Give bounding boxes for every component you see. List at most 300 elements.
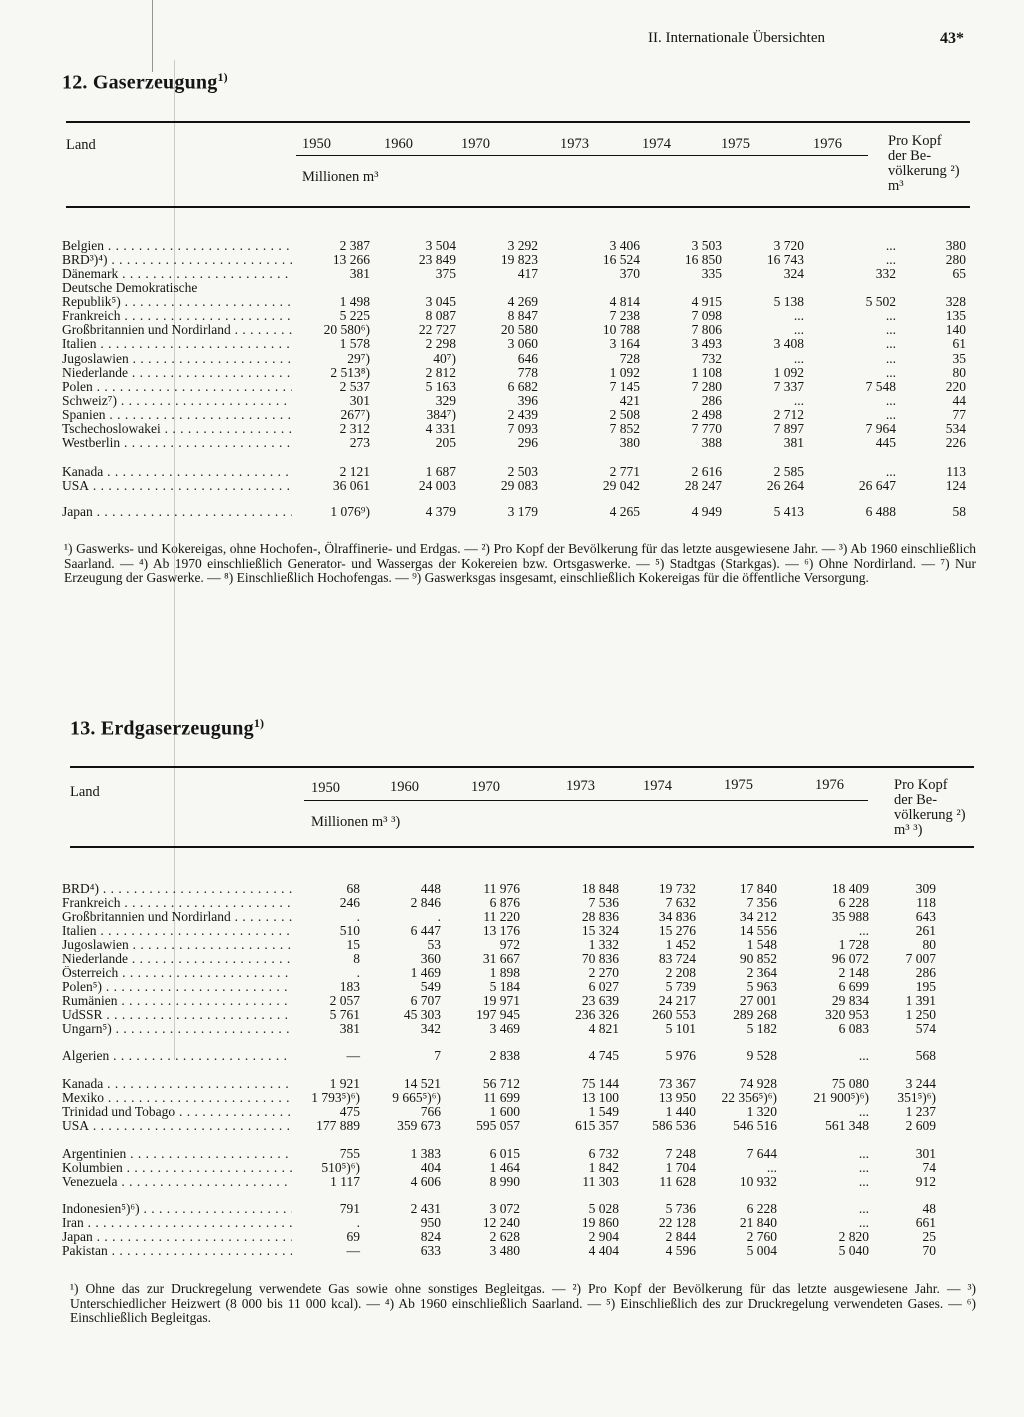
cell-value: ... <box>858 1104 869 1119</box>
cell-value: 8 <box>353 951 360 966</box>
cell-value: 6 027 <box>588 979 619 994</box>
cell-value: 1 549 <box>588 1104 619 1119</box>
table12-percap-2: der Be- <box>888 148 932 164</box>
cell-value: 4 265 <box>609 504 640 519</box>
cell-value: 20 580 <box>500 322 538 337</box>
cell-value: 6 083 <box>838 1021 869 1036</box>
table12-header-rule <box>66 206 970 208</box>
cell-value: . <box>437 909 441 924</box>
cell-value: 1 793⁵)⁶) <box>311 1090 360 1105</box>
cell-value: 643 <box>915 909 936 924</box>
cell-value: 7 238 <box>609 308 640 323</box>
cell-value: 16 524 <box>602 252 640 267</box>
cell-value: 329 <box>435 393 456 408</box>
cell-value: 1 320 <box>746 1104 777 1119</box>
cell-value: 11 976 <box>483 881 520 896</box>
cell-value: 29 083 <box>500 478 538 493</box>
cell-value: 7 248 <box>665 1146 696 1161</box>
cell-value: 1 600 <box>489 1104 520 1119</box>
cell-value: 19 732 <box>658 881 696 896</box>
table-row <box>0 352 1024 366</box>
cell-value: 69 <box>346 1229 360 1244</box>
cell-value: 3 060 <box>507 336 538 351</box>
cell-value: 70 <box>922 1243 936 1258</box>
cell-value: 309 <box>915 881 936 896</box>
cell-value: 972 <box>499 937 520 952</box>
cell-value: 14 556 <box>739 923 777 938</box>
cell-value: 80 <box>952 365 966 380</box>
cell-value: 183 <box>339 979 360 994</box>
table12-year-1974: 1974 <box>642 136 671 152</box>
cell-value: ... <box>858 923 869 938</box>
cell-value: 29⁷) <box>347 351 370 366</box>
cell-value: ... <box>885 365 896 380</box>
table12-top-rule <box>66 121 970 123</box>
table13-title-footnote: 1) <box>253 716 265 730</box>
cell-value: 16 850 <box>684 252 722 267</box>
cell-value: 1 842 <box>588 1160 619 1175</box>
table12-title-footnote: 1) <box>217 70 228 84</box>
cell-value: 574 <box>915 1021 936 1036</box>
row-label: Polen⁵) . . . <box>62 980 292 994</box>
cell-value: 9 665⁵)⁶) <box>392 1090 441 1105</box>
cell-value: 732 <box>701 351 722 366</box>
cell-value: 375 <box>435 266 456 281</box>
cell-value: 1 898 <box>489 965 520 980</box>
cell-value: 113 <box>946 464 966 479</box>
row-label: Frankreich . . . <box>62 309 292 323</box>
cell-value: 2 812 <box>425 365 456 380</box>
cell-value: . <box>356 1215 360 1230</box>
cell-value: 6 682 <box>507 379 538 394</box>
table12-unit: Millionen m³ <box>302 169 379 185</box>
cell-value: 1 921 <box>329 1076 360 1091</box>
cell-value: 19 971 <box>482 993 520 1008</box>
cell-value: 23 849 <box>418 252 456 267</box>
table-row <box>0 337 1024 351</box>
cell-value: 31 667 <box>482 951 520 966</box>
cell-value: 261 <box>915 923 936 938</box>
cell-value: ... <box>858 1146 869 1161</box>
cell-value: 6 228 <box>838 895 869 910</box>
cell-value: 351⁵)⁶) <box>897 1090 936 1105</box>
cell-value: 1 117 <box>330 1174 360 1189</box>
cell-value: 75 144 <box>581 1076 619 1091</box>
cell-value: 1 704 <box>665 1160 696 1175</box>
cell-value: 2 057 <box>329 993 360 1008</box>
cell-value: 236 326 <box>575 1007 619 1022</box>
cell-value: 23 639 <box>581 993 619 1008</box>
table-row <box>0 505 1024 519</box>
table12-percap-4: m³ <box>888 178 904 194</box>
cell-value: 7 770 <box>691 421 722 436</box>
cell-value: 5 004 <box>746 1243 777 1258</box>
cell-value: 417 <box>517 266 538 281</box>
cell-value: 2 364 <box>746 965 777 980</box>
cell-value: 96 072 <box>831 951 869 966</box>
cell-value: 273 <box>349 435 370 450</box>
cell-value: 74 928 <box>739 1076 777 1091</box>
row-label: Großbritannien und Nordirland . . . <box>62 910 292 924</box>
cell-value: ... <box>858 1201 869 1216</box>
cell-value: 48 <box>922 1201 936 1216</box>
table13-year-1950: 1950 <box>311 780 340 796</box>
cell-value: 5 184 <box>489 979 520 994</box>
cell-value: 4 949 <box>691 504 722 519</box>
cell-value: 475 <box>339 1104 360 1119</box>
cell-value: 2 431 <box>410 1201 441 1216</box>
cell-value: 1 076⁹) <box>330 504 370 519</box>
table13-year-1973: 1973 <box>566 778 595 794</box>
cell-value: 140 <box>945 322 966 337</box>
cell-value: 661 <box>915 1215 936 1230</box>
table13-header-rule <box>70 846 974 848</box>
cell-value: 21 900⁵)⁶) <box>813 1090 869 1105</box>
table13-unit: Millionen m³ ³) <box>311 814 401 830</box>
row-label: Jugoslawien . . . <box>62 352 292 366</box>
cell-value: 35 988 <box>831 909 869 924</box>
cell-value: 2 616 <box>691 464 722 479</box>
row-label: Pakistan . . . <box>62 1244 292 1258</box>
table12-year-1976: 1976 <box>813 136 842 152</box>
table13-title-number: 13. <box>70 717 96 740</box>
cell-value: 7 536 <box>588 895 619 910</box>
table13-percap-2: der Be- <box>894 792 938 808</box>
cell-value: 21 840 <box>739 1215 777 1230</box>
cell-value: 5 761 <box>329 1007 360 1022</box>
cell-value: 388 <box>701 435 722 450</box>
table13-top-rule <box>70 766 974 768</box>
running-head: II. Internationale Übersichten <box>648 30 826 46</box>
cell-value: 19 823 <box>500 252 538 267</box>
cell-value: 3 504 <box>425 238 456 253</box>
cell-value: 197 945 <box>476 1007 520 1022</box>
cell-value: 2 838 <box>489 1048 520 1063</box>
cell-value: 56 712 <box>482 1076 520 1091</box>
cell-value: 1 092 <box>773 365 804 380</box>
table12-year-1973: 1973 <box>560 136 589 152</box>
row-label: USA . . . <box>62 1119 292 1133</box>
cell-value: 6 707 <box>410 993 441 1008</box>
cell-value: — <box>346 1048 360 1063</box>
cell-value: 8 087 <box>425 308 456 323</box>
cell-value: 5 413 <box>773 504 804 519</box>
cell-value: ... <box>885 336 896 351</box>
cell-value: 2 820 <box>838 1229 869 1244</box>
cell-value: 5 101 <box>665 1021 696 1036</box>
row-label: Italien . . . <box>62 924 292 938</box>
cell-value: 7 007 <box>905 951 936 966</box>
table-row <box>0 422 1024 436</box>
row-label: Polen . . . <box>62 380 292 394</box>
cell-value: 7 806 <box>691 322 722 337</box>
cell-value: ... <box>885 351 896 366</box>
cell-value: 10 788 <box>602 322 640 337</box>
row-label: Mexiko . . . <box>62 1091 292 1105</box>
cell-value: 77 <box>952 407 966 422</box>
cell-value: 633 <box>420 1243 441 1258</box>
cell-value: 7 093 <box>507 421 538 436</box>
cell-value: 15 276 <box>658 923 696 938</box>
row-label: UdSSR . . . <box>62 1008 292 1022</box>
cell-value: 1 728 <box>838 937 869 952</box>
cell-value: 510⁵)⁶) <box>321 1160 360 1175</box>
row-label: Venezuela . . . <box>62 1175 292 1189</box>
cell-value: 7 098 <box>691 308 722 323</box>
cell-value: 6 228 <box>746 1201 777 1216</box>
cell-value: 778 <box>517 365 538 380</box>
cell-value: 5 736 <box>665 1201 696 1216</box>
cell-value: 2 712 <box>773 407 804 422</box>
cell-value: 1 092 <box>609 365 640 380</box>
cell-value: 11 699 <box>483 1090 520 1105</box>
cell-value: 755 <box>339 1146 360 1161</box>
row-label: Kolumbien . . . <box>62 1161 292 1175</box>
cell-value: 646 <box>517 351 538 366</box>
cell-value: — <box>346 1243 360 1258</box>
table13-percap-1: Pro Kopf <box>894 777 948 793</box>
cell-value: 124 <box>945 478 966 493</box>
cell-value: 546 516 <box>733 1118 777 1133</box>
cell-value: ... <box>885 252 896 267</box>
cell-value: 7 897 <box>773 421 804 436</box>
cell-value: 595 057 <box>476 1118 520 1133</box>
cell-value: 3 179 <box>507 504 538 519</box>
cell-value: 1 108 <box>691 365 722 380</box>
cell-value: 90 852 <box>739 951 777 966</box>
table-row <box>0 380 1024 394</box>
table-row <box>0 253 1024 267</box>
cell-value: 28 247 <box>684 478 722 493</box>
row-label: Japan . . . <box>62 1230 292 1244</box>
cell-value: 549 <box>420 979 441 994</box>
cell-value: 728 <box>619 351 640 366</box>
cell-value: 13 950 <box>658 1090 696 1105</box>
cell-value: 11 303 <box>582 1174 619 1189</box>
cell-value: 615 357 <box>575 1118 619 1133</box>
row-label: Spanien . . . <box>62 408 292 422</box>
cell-value: 19 860 <box>581 1215 619 1230</box>
cell-value: 13 266 <box>332 252 370 267</box>
cell-value: ... <box>858 1160 869 1175</box>
cell-value: ... <box>858 1048 869 1063</box>
cell-value: 380 <box>945 238 966 253</box>
cell-value: 24 003 <box>418 478 456 493</box>
cell-value: 1 687 <box>425 464 456 479</box>
table12-percap-1: Pro Kopf <box>888 133 942 149</box>
table12-title-text: Gaserzeugung <box>92 71 218 94</box>
row-label: Trinidad und Tobago . . . <box>62 1105 292 1119</box>
cell-value: 4 606 <box>410 1174 441 1189</box>
cell-value: 18 848 <box>581 881 619 896</box>
cell-value: 246 <box>339 895 360 910</box>
table-row <box>0 1175 1024 1189</box>
cell-value: 1 250 <box>905 1007 936 1022</box>
table12-year-rule <box>296 155 868 156</box>
table12-title-number: 12. <box>62 71 88 94</box>
cell-value: 195 <box>915 979 936 994</box>
row-label: Algerien . . . <box>62 1049 292 1063</box>
table-row <box>0 1119 1024 1133</box>
cell-value: 2 498 <box>691 407 722 422</box>
cell-value: 2 148 <box>838 965 869 980</box>
cell-value: 7 964 <box>865 421 896 436</box>
cell-value: 301 <box>915 1146 936 1161</box>
table-row <box>0 1244 1024 1258</box>
cell-value: 5 502 <box>865 294 896 309</box>
cell-value: 80 <box>922 937 936 952</box>
cell-value: 68 <box>346 881 360 896</box>
cell-value: 7 <box>434 1048 441 1063</box>
cell-value: 3 480 <box>489 1243 520 1258</box>
scan-artifact <box>152 0 153 72</box>
cell-value: 260 553 <box>652 1007 696 1022</box>
table12-percap-3: völkerung ²) <box>888 163 960 179</box>
cell-value: 177 889 <box>316 1118 360 1133</box>
cell-value: 29 042 <box>602 478 640 493</box>
cell-value: 18 409 <box>831 881 869 896</box>
cell-value: 14 521 <box>403 1076 441 1091</box>
cell-value: 342 <box>420 1021 441 1036</box>
cell-value: 950 <box>420 1215 441 1230</box>
cell-value: 3 503 <box>691 238 722 253</box>
cell-value: 17 840 <box>739 881 777 896</box>
row-label: Jugoslawien . . . <box>62 938 292 952</box>
cell-value: 1 391 <box>905 993 936 1008</box>
row-label: USA . . . <box>62 479 292 493</box>
table13-year-1975: 1975 <box>724 777 753 793</box>
table-row <box>0 267 1024 281</box>
cell-value: 7 644 <box>746 1146 777 1161</box>
cell-value: 4 821 <box>588 1021 619 1036</box>
cell-value: 2 846 <box>410 895 441 910</box>
cell-value: 8 847 <box>507 308 538 323</box>
table12-year-1950: 1950 <box>302 136 331 152</box>
cell-value: 34 836 <box>658 909 696 924</box>
row-label: BRD³)⁴) . . . <box>62 253 292 267</box>
cell-value: 381 <box>783 435 804 450</box>
cell-value: ... <box>885 464 896 479</box>
cell-value: 58 <box>952 504 966 519</box>
cell-value: 74 <box>922 1160 936 1175</box>
cell-value: 7 337 <box>773 379 804 394</box>
cell-value: 6 732 <box>588 1146 619 1161</box>
row-label: Japan . . . <box>62 505 292 519</box>
row-label: Kanada . . . <box>62 465 292 479</box>
table13-footnotes: ¹) Ohne das zur Druckregelung verwendete Gas sowie ohne sonstiges Begleitgas. — ²) Pro Kopf der Bevölkerung für das letzte ausgewiesene Jahr. — ³) Unterschiedlicher Heizwert (8 000 bis 11 000 kcal). — ⁴) Ab 1960 einschließlich Saarland. — ⁵) Einschließlich des zur Druckregelung verwendeten Gases. — ⁶) Einschließlich Begleitgas. <box>70 1281 976 1325</box>
cell-value: 16 743 <box>766 252 804 267</box>
cell-value: 380 <box>619 435 640 450</box>
cell-value: 3 072 <box>489 1201 520 1216</box>
table13-percap-3: völkerung ²) <box>894 807 966 823</box>
cell-value: ... <box>885 407 896 422</box>
table12-year-1960: 1960 <box>384 136 413 152</box>
row-label: Schweiz⁷) . . . <box>62 394 292 408</box>
cell-value: 296 <box>517 435 538 450</box>
table13-year-rule <box>304 800 868 801</box>
cell-value: 534 <box>945 421 966 436</box>
cell-value: 73 367 <box>658 1076 696 1091</box>
cell-value: 5 976 <box>665 1048 696 1063</box>
cell-value: 35 <box>952 351 966 366</box>
row-label: Niederlande . . . <box>62 952 292 966</box>
cell-value: 27 001 <box>739 993 777 1008</box>
cell-value: 335 <box>701 266 722 281</box>
row-label: Großbritannien und Nordirland . . . <box>62 323 292 337</box>
cell-value: 7 145 <box>609 379 640 394</box>
cell-value: 1 237 <box>905 1104 936 1119</box>
cell-value: 384⁷) <box>426 407 456 422</box>
row-label: Republik⁵) . . . <box>62 295 292 309</box>
page-number: 43* <box>940 30 964 47</box>
cell-value: ... <box>858 1174 869 1189</box>
cell-value: 8 990 <box>489 1174 520 1189</box>
cell-value: 4 745 <box>588 1048 619 1063</box>
cell-value: 2 609 <box>905 1118 936 1133</box>
table-row <box>0 479 1024 493</box>
cell-value: 20 580⁶) <box>323 322 370 337</box>
row-label: Iran . . . <box>62 1216 292 1230</box>
cell-value: 22 727 <box>418 322 456 337</box>
cell-value: 9 528 <box>746 1048 777 1063</box>
cell-value: 280 <box>945 252 966 267</box>
cell-value: 289 268 <box>733 1007 777 1022</box>
cell-value: 25 <box>922 1229 936 1244</box>
cell-value: 36 061 <box>332 478 370 493</box>
cell-value: 359 673 <box>397 1118 441 1133</box>
table13-year-1974: 1974 <box>643 778 672 794</box>
cell-value: 1 452 <box>665 937 696 952</box>
table12-footnotes: ¹) Gaswerks- und Kokereigas, ohne Hochofen-, Ölraffinerie- und Erdgas. — ²) Pro Kopf der Bevölkerung für das letzte ausgewiesene Jahr. — ³) Ab 1960 einschließlich Saarland. — ⁴) Ab 1970 einschließlich Generator- und Wassergas der Kokereien bzw. Ortsgaswerke. — ⁵) Stadtgas (Starkgas). — ⁶) Ohne Nordirland. — ⁷) Nur Erzeugung der Gaswerke. — ⁸) Einschließlich Hochofengas. — ⁹) Gaswerksgas insgesamt, einschließlich Kokereigas für die öffentliche Versorgung. <box>64 541 976 585</box>
table13-title-text: Erdgaserzeugung <box>100 717 254 740</box>
cell-value: 7 548 <box>865 379 896 394</box>
table13-year-1960: 1960 <box>390 779 419 795</box>
cell-value: 2 628 <box>489 1229 520 1244</box>
cell-value: 45 303 <box>403 1007 441 1022</box>
cell-value: 3 469 <box>489 1021 520 1036</box>
table13-title <box>70 716 264 741</box>
row-label: Dänemark . . . <box>62 267 292 281</box>
cell-value: 2 844 <box>665 1229 696 1244</box>
cell-value: 40⁷) <box>433 351 456 366</box>
table13-year-1970: 1970 <box>471 779 500 795</box>
cell-value: ... <box>793 393 804 408</box>
cell-value: 4 379 <box>425 504 456 519</box>
cell-value: 4 269 <box>507 294 538 309</box>
row-label: Ungarn⁵) . . . <box>62 1022 292 1036</box>
cell-value: 568 <box>915 1048 936 1063</box>
cell-value: 26 264 <box>766 478 804 493</box>
cell-value: 10 932 <box>739 1174 777 1189</box>
table12-year-1975: 1975 <box>721 136 750 152</box>
cell-value: 824 <box>420 1229 441 1244</box>
cell-value: 15 <box>346 937 360 952</box>
cell-value: 1 469 <box>410 965 441 980</box>
cell-value: 6 876 <box>489 895 520 910</box>
cell-value: 1 464 <box>489 1160 520 1175</box>
cell-value: ... <box>885 238 896 253</box>
cell-value: 286 <box>701 393 722 408</box>
cell-value: 4 814 <box>609 294 640 309</box>
cell-value: 11 220 <box>483 909 520 924</box>
cell-value: 370 <box>619 266 640 281</box>
cell-value: 26 647 <box>858 478 896 493</box>
cell-value: 5 028 <box>588 1201 619 1216</box>
cell-value: 286 <box>915 965 936 980</box>
cell-value: 70 836 <box>581 951 619 966</box>
cell-value: 404 <box>420 1160 441 1175</box>
cell-value: 4 404 <box>588 1243 619 1258</box>
